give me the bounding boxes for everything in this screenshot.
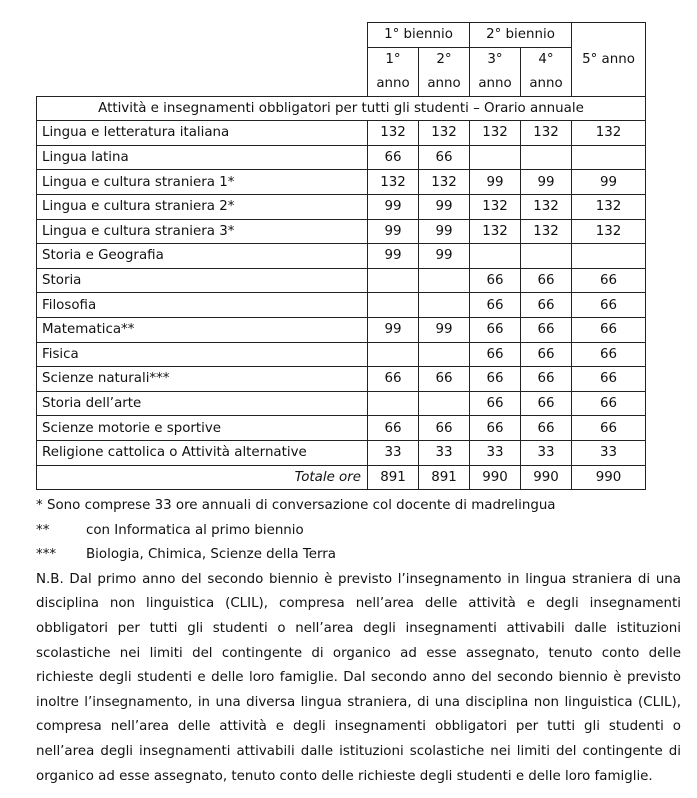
hours-cell: 66	[368, 416, 419, 441]
hours-cell: 66	[368, 145, 419, 170]
header-year-5: 5° anno	[572, 23, 646, 97]
subject-cell: Scienze motorie e sportive	[37, 416, 368, 441]
subject-cell: Fisica	[37, 342, 368, 367]
table-row	[37, 342, 646, 367]
hours-cell: 66	[368, 367, 419, 392]
note-3-text: Biologia, Chimica, Scienze della Terra	[86, 547, 336, 563]
hours-cell	[521, 244, 572, 269]
header-year-3-num: 3°	[487, 51, 503, 67]
header-year-3-anno: anno	[478, 75, 512, 91]
hours-cell: 99	[419, 219, 470, 244]
hours-cell: 66	[419, 367, 470, 392]
subject-cell: Matematica**	[37, 317, 368, 342]
total-hours-cell: 891	[419, 465, 470, 490]
hours-cell: 66	[470, 416, 521, 441]
hours-cell: 66	[521, 391, 572, 416]
hours-cell: 132	[419, 121, 470, 146]
hours-cell: 66	[521, 416, 572, 441]
table-row	[37, 416, 646, 441]
total-hours-cell: 990	[572, 465, 646, 490]
hours-cell: 66	[521, 268, 572, 293]
table-row	[37, 170, 646, 195]
header-year-1-num: 1°	[385, 51, 401, 67]
header-year-2	[419, 47, 470, 96]
header-blank-cell	[37, 23, 368, 97]
table-row	[37, 317, 646, 342]
table-row	[37, 440, 646, 465]
header-year-4-num: 4°	[538, 51, 554, 67]
hours-cell: 99	[470, 170, 521, 195]
hours-cell	[368, 268, 419, 293]
hours-cell: 33	[470, 440, 521, 465]
header-biennio-1: 1° biennio	[368, 23, 470, 48]
table-row	[37, 219, 646, 244]
subject-cell: Storia	[37, 268, 368, 293]
hours-cell: 66	[521, 293, 572, 318]
hours-cell: 132	[572, 194, 646, 219]
hours-cell: 66	[419, 416, 470, 441]
header-year-3	[470, 47, 521, 96]
subject-cell: Scienze naturali***	[37, 367, 368, 392]
hours-cell	[368, 342, 419, 367]
hours-cell: 66	[470, 367, 521, 392]
hours-cell: 132	[368, 170, 419, 195]
notes-section	[36, 494, 681, 789]
hours-cell: 99	[419, 194, 470, 219]
hours-cell: 66	[572, 367, 646, 392]
table-row	[37, 145, 646, 170]
subject-cell: Storia e Geografia	[37, 244, 368, 269]
hours-cell: 66	[419, 145, 470, 170]
hours-cell: 66	[521, 317, 572, 342]
subject-cell: Filosofia	[37, 293, 368, 318]
total-row	[37, 465, 646, 490]
table-row	[37, 293, 646, 318]
note-2-mark: **	[36, 522, 50, 538]
total-label: Totale ore	[37, 465, 368, 490]
hours-cell: 132	[470, 121, 521, 146]
hours-cell: 132	[572, 219, 646, 244]
hours-cell: 99	[572, 170, 646, 195]
hours-cell: 66	[470, 317, 521, 342]
total-hours-cell: 891	[368, 465, 419, 490]
hours-cell: 66	[572, 268, 646, 293]
table-row	[37, 121, 646, 146]
hours-cell: 132	[521, 121, 572, 146]
hours-cell: 132	[521, 219, 572, 244]
note-1: * Sono comprese 33 ore annuali di conversazione col docente di madrelingua	[36, 498, 556, 513]
hours-cell: 66	[572, 293, 646, 318]
hours-cell: 132	[572, 121, 646, 146]
header-biennio-2: 2° biennio	[470, 23, 572, 48]
total-hours-cell: 990	[470, 465, 521, 490]
subject-cell: Religione cattolica o Attività alternative	[37, 440, 368, 465]
hours-cell: 99	[419, 317, 470, 342]
nb-paragraph: N.B. Dal primo anno del secondo biennio è previsto l’insegnamento in lingua straniera di una disciplina non linguistica (CLIL), compresa nell’area delle attività e degli insegnamenti obbligatori per tutti gli studenti o nell’area degli insegnamenti attivabili dalle istituzioni scolastiche nei limiti del contingente di organico ad esse assegnato, tenuto conto delle richieste degli studenti e delle loro famiglie. Dal secondo anno del secondo biennio è previsto inoltre l’insegnamento, in una diversa lingua straniera, di una disciplina non linguistica (CLIL), compresa nell’area delle attività e degli insegnamenti obbligatori per tutti gli studenti o nell’area degli insegnamenti attivabili dalle istituzioni scolastiche nei limiti del contingente di organico ad esse assegnato, tenuto conto delle richieste degli studenti e delle loro famiglie.	[36, 571, 681, 784]
note-2	[36, 519, 681, 544]
note-3	[36, 543, 681, 568]
header-year-2-num: 2°	[436, 51, 452, 67]
hours-cell: 99	[419, 244, 470, 269]
subject-cell: Lingua e cultura straniera 2*	[37, 194, 368, 219]
hours-cell: 132	[470, 219, 521, 244]
hours-cell	[419, 342, 470, 367]
hours-cell: 66	[521, 367, 572, 392]
hours-cell: 99	[368, 317, 419, 342]
hours-cell: 66	[470, 342, 521, 367]
hours-cell: 33	[572, 440, 646, 465]
total-hours-cell: 990	[521, 465, 572, 490]
hours-cell: 99	[368, 194, 419, 219]
hours-cell: 132	[470, 194, 521, 219]
hours-cell: 66	[470, 293, 521, 318]
table-row	[37, 367, 646, 392]
table-row	[37, 268, 646, 293]
hours-cell	[368, 391, 419, 416]
hours-cell: 99	[521, 170, 572, 195]
header-year-1	[368, 47, 419, 96]
hours-cell: 132	[521, 194, 572, 219]
subject-cell: Lingua e cultura straniera 1*	[37, 170, 368, 195]
header-year-4-anno: anno	[529, 75, 563, 91]
hours-cell: 66	[572, 391, 646, 416]
hours-cell: 33	[419, 440, 470, 465]
hours-cell: 99	[368, 244, 419, 269]
hours-cell	[470, 244, 521, 269]
header-year-1-anno: anno	[376, 75, 410, 91]
hours-cell	[419, 268, 470, 293]
hours-cell: 66	[572, 342, 646, 367]
note-2-text: con Informatica al primo biennio	[86, 522, 304, 538]
orario-table	[36, 22, 646, 490]
table-row	[37, 194, 646, 219]
subject-cell: Lingua e cultura straniera 3*	[37, 219, 368, 244]
hours-cell: 66	[470, 391, 521, 416]
table-row	[37, 244, 646, 269]
note-3-mark: ***	[36, 547, 57, 563]
hours-cell: 99	[368, 219, 419, 244]
subject-cell: Lingua e letteratura italiana	[37, 121, 368, 146]
hours-cell: 132	[419, 170, 470, 195]
hours-cell: 132	[368, 121, 419, 146]
hours-cell: 66	[572, 317, 646, 342]
hours-cell: 33	[521, 440, 572, 465]
table-row	[37, 391, 646, 416]
hours-cell	[572, 145, 646, 170]
subject-cell: Lingua latina	[37, 145, 368, 170]
hours-cell: 66	[521, 342, 572, 367]
header-year-2-anno: anno	[427, 75, 461, 91]
hours-cell	[521, 145, 572, 170]
hours-cell	[419, 391, 470, 416]
hours-cell	[368, 293, 419, 318]
header-row-biennio	[37, 23, 646, 48]
header-year-4	[521, 47, 572, 96]
banner-cell: Attività e insegnamenti obbligatori per tutti gli studenti – Orario annuale	[37, 96, 646, 121]
subject-cell: Storia dell’arte	[37, 391, 368, 416]
hours-cell	[572, 244, 646, 269]
hours-cell	[470, 145, 521, 170]
hours-cell: 66	[572, 416, 646, 441]
banner-row	[37, 96, 646, 121]
hours-cell: 33	[368, 440, 419, 465]
hours-cell: 66	[470, 268, 521, 293]
hours-cell	[419, 293, 470, 318]
